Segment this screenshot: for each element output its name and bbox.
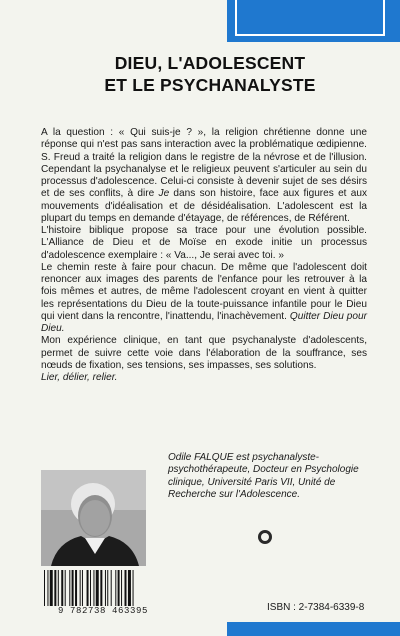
paragraph-1-text: A la question : « Qui suis-je ? », la religion chrétienne donne une réponse qui n'est pas sans interaction avec la problématique œdipienne. S. Freud a traité la religion dans le registre de la névrose et de l'illusion. Cependant la psychanalyse et le religieux peuvent s'articuler au sein du processus d'adolescence. Celui-ci consiste à devenir sujet de ses désirs et de ses conflits, à dire	[41, 127, 367, 200]
bottom-blue-band	[227, 622, 400, 636]
book-title-line-1: DIEU, L'ADOLESCENT	[114, 53, 306, 73]
top-blue-band	[227, 0, 400, 42]
paragraph-1-emphasis: Je	[158, 188, 170, 200]
paragraph-4: Mon expérience clinique, en tant que psychanalyste d'adolescents, permet de suivre cette voie dans l'élaboration de la souffrance, ses nœuds de fixation, ses tensions, ses impasses, ses solutions.	[41, 335, 367, 371]
barcode-bar	[72, 570, 74, 606]
barcode-bar	[133, 570, 134, 606]
top-white-frame	[235, 0, 385, 36]
author-photo	[41, 470, 146, 566]
paragraph-3-text: Le chemin reste à faire pour chacun. De même que l'adolescent doit renoncer aux images des parents de l'enfance pour les retrouver à la fois mêmes et autres, de même l'adolescent croyant en vient à quitter les représentations du Dieu de la toute-puissance infantile pour le Dieu qui vient dans la rencontre, l'inattendu, l'inachèvement.	[41, 261, 367, 322]
closing-line	[41, 372, 367, 384]
barcode-number: 9 782738 463395	[40, 606, 166, 616]
barcode-bar	[118, 570, 120, 606]
barcode-bar	[90, 570, 91, 606]
isbn-text: ISBN : 2-7384-6339-8	[267, 602, 365, 613]
barcode-bar	[47, 570, 48, 606]
barcode-bar	[128, 570, 131, 606]
barcode-bar	[105, 570, 106, 606]
barcode-bar	[111, 570, 112, 606]
barcode-bar	[80, 570, 81, 606]
barcode-bar	[96, 570, 99, 606]
book-title-line-2: ET LE PSYCHANALYSTE	[104, 75, 316, 95]
barcode-bar	[121, 570, 122, 606]
paragraph-3-emphasis: Quitter Dieu pour Dieu.	[41, 310, 367, 334]
barcode-bar	[100, 570, 102, 606]
book-title	[40, 52, 380, 96]
barcode-bar	[61, 570, 63, 606]
paragraph-3	[41, 262, 367, 336]
barcode-bar	[75, 570, 77, 606]
barcode-bar	[65, 570, 66, 606]
barcode-bar	[58, 570, 59, 606]
barcode-bar	[54, 570, 56, 606]
paragraph-1	[41, 127, 367, 225]
author-bio: Odile FALQUE est psychanalyste-psychothérapeute, Docteur en Psychologie clinique, Université Paris VII, Unité de Recherche sur l'Adolescence.	[168, 452, 359, 500]
author-portrait-image	[41, 470, 146, 566]
closing-line-text: Lier, délier, relier.	[41, 372, 118, 383]
barcode-bar	[69, 570, 70, 606]
publisher-logo	[258, 530, 272, 544]
barcode-bar	[44, 570, 45, 606]
barcode-bar	[50, 570, 53, 606]
barcode-bar	[107, 570, 108, 606]
barcode-bar	[87, 570, 89, 606]
barcode-bar	[125, 570, 127, 606]
paragraph-1-end: dans son histoire, face aux figures et aux mouvements d'idéalisation et de désidéalisation. L'adolescent est la plupart du temps en demande d'étayage, de références, de Référent.	[41, 188, 368, 224]
paragraph-2: L'histoire biblique propose sa trace pour une évolution possible. L'Alliance de Dieu et de Moïse en exode initie un processus d'adolescence exemplaire : « Va..., Je serai avec toi. »	[41, 225, 367, 261]
barcode-bar	[82, 570, 83, 606]
back-cover-text	[41, 127, 367, 384]
barcode-bar	[115, 570, 116, 606]
barcode-bar	[93, 570, 94, 606]
